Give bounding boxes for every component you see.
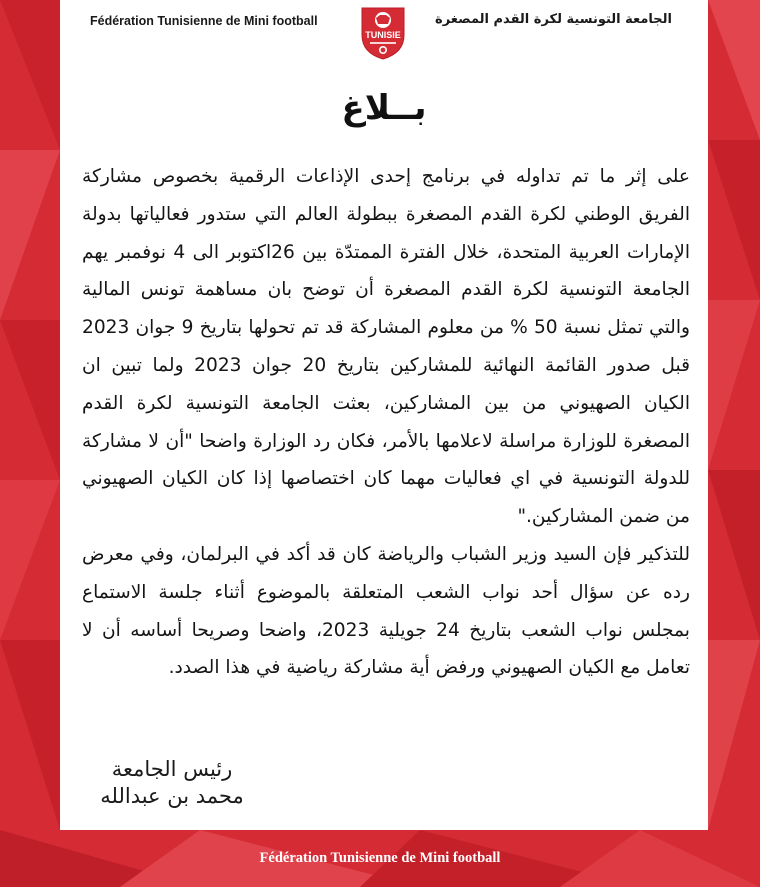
federation-logo-icon — [358, 5, 408, 61]
body-paragraph: للتذكير فإن السيد وزير الشباب والرياضة كان قد أكد في البرلمان، وفي معرض رده عن سؤال أحد نواب الشعب المتعلقة بالموضوع أثناء جلسة الاستماع بمجلس نواب الشعب بتاريخ 24 جويلية 2023، واضحا وصريحا أساسه أن لا تعامل مع الكيان الصهيوني ورفض أية مشاركة رياضية في هذا الصدد. — [82, 543, 690, 679]
footer-org-name: Fédération Tunisienne de Mini football — [259, 850, 501, 866]
signature-block — [86, 756, 258, 810]
signature-name: محمد بن عبدالله — [100, 784, 244, 808]
header-org-french: Fédération Tunisienne de Mini football — [90, 14, 318, 28]
body-paragraph: على إثر ما تم تداوله في برنامج إحدى الإذاعات الرقمية بخصوص مشاركة الفريق الوطني لكرة القدم المصغرة ببطولة العالم التي ستدور فعالياتها بدولة الإمارات العربية المتحدة، خلال الفترة الممتدّة بين 26اكتوبر الى 4 نوفمبر يهم الجامعة التونسية لكرة القدم المصغرة أن توضح بان مساهمة تونس المالية والتي تمثل نسبة 50 % من معلوم المشاركة قد تم تحولها بتاريخ 9 جوان 2023 قبل صدور القائمة النهائية للمشاركين بتاريخ 20 جوان 2023 ولما تبين ان الكيان الصهيوني من بين المشاركين، بعثت الجامعة التونسية لكرة القدم المصغرة للوزارة مراسلة لاعلامها بالأمر، فكان رد الوزارة واضحا "أن لا مشاركة للدولة التونسية في اي فعاليات مهما كان اختصاصها إذا كان الكيان الصهيوني من ضمن المشاركين." — [82, 166, 691, 528]
logo-text: TUNISIE — [365, 30, 401, 40]
header-org-arabic: الجامعة التونسية لكرة القدم المصغرة — [435, 12, 672, 27]
signature-role: رئيس الجامعة — [111, 757, 233, 781]
announcement-title: بــلاغ — [341, 88, 427, 128]
announcement-body — [82, 158, 690, 687]
